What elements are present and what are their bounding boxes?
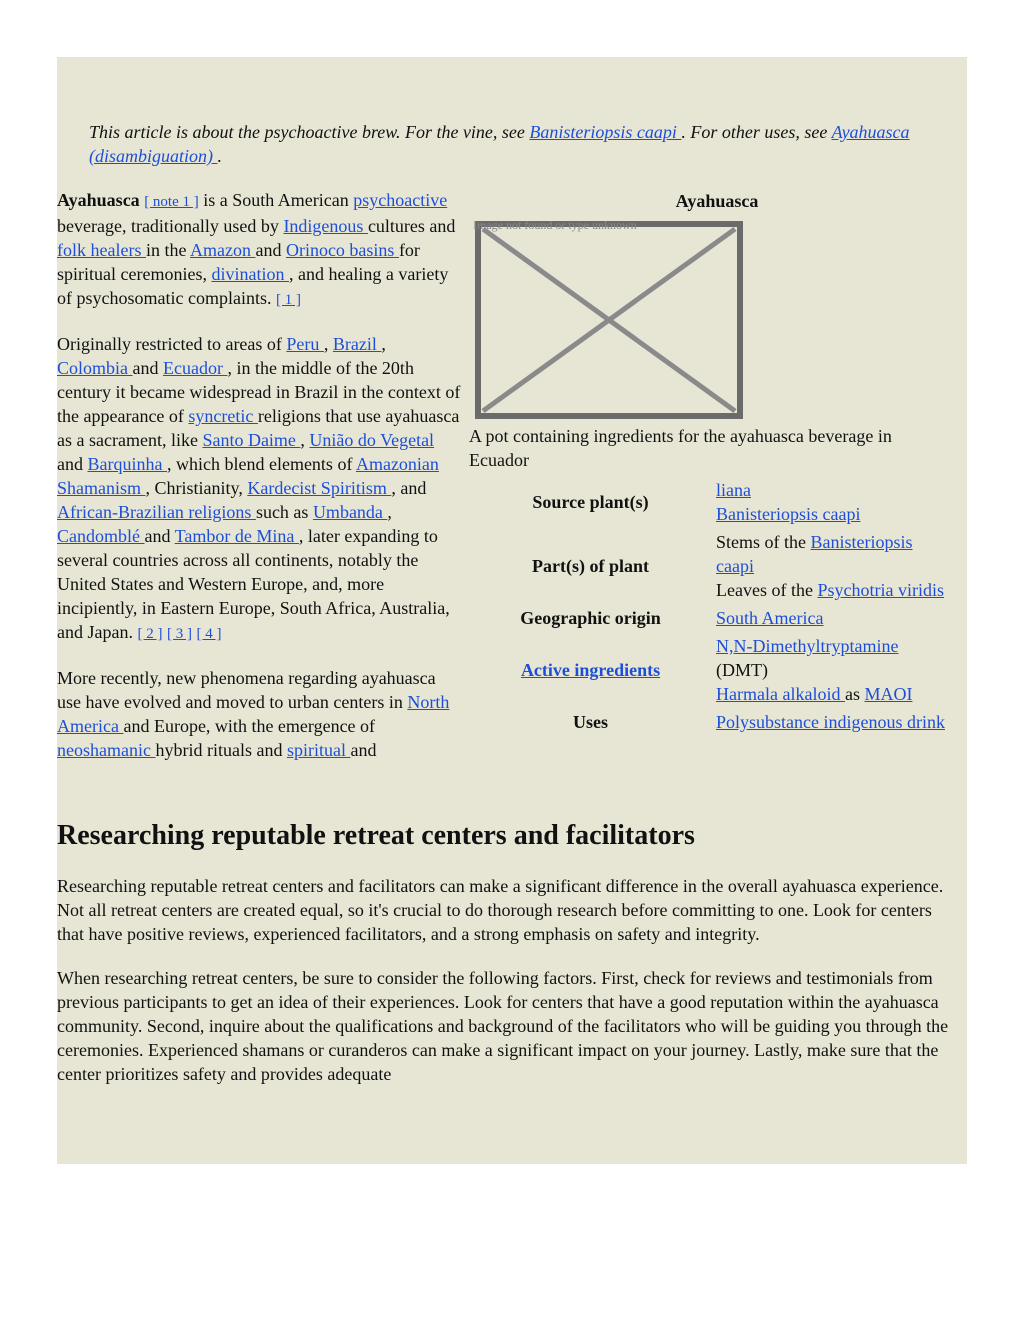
link-liana[interactable]: liana xyxy=(716,480,752,500)
link-colombia[interactable]: Colombia xyxy=(57,358,133,378)
article-content xyxy=(57,57,967,1086)
text: , which blend elements of xyxy=(166,454,356,474)
link-candomble[interactable]: Candomblé xyxy=(57,526,145,546)
text: Stems of the xyxy=(716,532,811,552)
link-barquinha[interactable]: Barquinha xyxy=(87,454,167,474)
citation-2[interactable]: [ 2 ] xyxy=(137,626,163,642)
infobox-table xyxy=(469,476,949,736)
text: beverage, traditionally used by xyxy=(57,216,284,236)
link-dmt[interactable]: N,N-Dimethyltryptamine xyxy=(716,636,899,656)
section-heading: Researching reputable retreat centers and facilitators xyxy=(57,820,695,851)
citation-1[interactable]: [ 1 ] xyxy=(275,292,301,308)
link-uniao-do-vegetal[interactable]: União do Vegetal xyxy=(309,430,435,450)
link-harmala-alkaloid[interactable]: Harmala alkaloid xyxy=(716,684,845,704)
link-orinoco-basins[interactable]: Orinoco basins xyxy=(285,240,399,260)
link-kardecist-spiritism[interactable]: Kardecist Spiritism xyxy=(247,478,392,498)
hatnote-text: This article is about the psychoactive brew. For the vine, see xyxy=(89,122,530,142)
section-body xyxy=(57,874,967,1086)
text: hybrid rituals and xyxy=(155,740,287,760)
text: for spiritual ceremonies, xyxy=(57,240,420,284)
text: and xyxy=(57,454,88,474)
text: as xyxy=(844,684,865,704)
text: Leaves of the xyxy=(716,580,818,600)
text: , and healing a variety of psychosomatic complaints. xyxy=(57,264,449,308)
link-polysubstance-indigenous-drink[interactable]: Polysubstance indigenous drink xyxy=(716,712,946,732)
image-alt-text: Image not found or type unknown xyxy=(473,218,637,232)
link-amazon[interactable]: Amazon xyxy=(189,240,256,260)
link-indigenous[interactable]: Indigenous xyxy=(283,216,368,236)
link-banisteriopsis-caapi-source[interactable]: Banisteriopsis caapi xyxy=(716,504,861,524)
citation-4[interactable]: [ 4 ] xyxy=(196,626,222,642)
text: , and xyxy=(391,478,427,498)
text: and xyxy=(255,240,286,260)
link-amazonian-shamanism[interactable]: Amazonian Shamanism xyxy=(57,454,439,498)
link-ecuador[interactable]: Ecuador xyxy=(163,358,228,378)
text: , xyxy=(300,430,310,450)
text: and xyxy=(350,740,377,760)
link-banisteriopsis-caapi[interactable]: Banisteriopsis caapi xyxy=(529,122,682,142)
article-term: Ayahuasca xyxy=(57,190,140,210)
text: and xyxy=(144,526,175,546)
intro-paragraph-2 xyxy=(57,332,461,646)
document-page xyxy=(57,57,967,1164)
text: cultures and xyxy=(367,216,456,236)
link-peru[interactable]: Peru xyxy=(286,334,324,354)
row-label-link xyxy=(469,632,712,708)
text: in the xyxy=(145,240,190,260)
text: , later expanding to several countries across all continents, notably the United States and Western Europe, and, more incipiently, in Eastern Europe, South Africa, Australia, and Japan. xyxy=(57,526,450,642)
intro-paragraph-3 xyxy=(57,666,461,762)
link-syncretic[interactable]: syncretic xyxy=(188,406,258,426)
infobox-row-uses xyxy=(469,708,949,736)
intro-text xyxy=(57,188,461,782)
section-paragraph-1: Researching reputable retreat centers and facilitators can make a significant difference in the overall ayahuasca experience. Not all retreat centers are created equal, so it's crucial to do thorough research before committing to one. Look for centers that have positive reviews, experienced facilitators, and a strong emphasis on safety and integrity. xyxy=(57,876,944,944)
link-ayahuasca-disambiguation[interactable]: Ayahuasca (disambiguation) xyxy=(89,122,910,166)
citation-3[interactable]: [ 3 ] xyxy=(166,626,192,642)
text: religions that use ayahuasca as a sacrament, like xyxy=(57,406,460,450)
infobox-row-source xyxy=(469,476,949,528)
infobox-row-origin xyxy=(469,604,949,632)
row-label: Source plant(s) xyxy=(532,492,649,512)
link-santo-daime[interactable]: Santo Daime xyxy=(202,430,301,450)
infobox-title-text: Ayahuasca xyxy=(675,191,759,211)
link-divination[interactable]: divination xyxy=(211,264,289,284)
citation-note-1[interactable]: [ note 1 ] xyxy=(144,194,199,210)
link-maoi[interactable]: MAOI xyxy=(864,684,913,704)
infobox-caption: A pot containing ingredients for the ayahuasca beverage in Ecuador xyxy=(469,426,892,470)
broken-image-icon xyxy=(473,219,747,422)
hatnote xyxy=(89,120,939,168)
section-paragraph-2: When researching retreat centers, be sure to consider the following factors. First, check for reviews and testimonials from previous participants to get an idea of their experiences. Look for centers that have a good reputation within the ayahuasca community. Second, inquire about the qualifications and background of the facilitators who will be guiding you through the ceremonies. Experienced shamans or curanderos can make a significant impact on your journey. Lastly, make sure that the center prioritizes safety and provides adequate xyxy=(57,968,949,1084)
link-spiritual[interactable]: spiritual xyxy=(286,740,351,760)
intro-paragraph-1 xyxy=(57,188,461,312)
infobox-row-active xyxy=(469,632,949,708)
hatnote-text: . xyxy=(217,146,222,166)
text: such as xyxy=(255,502,313,522)
text: More recently, new phenomena regarding ayahuasca use have evolved and moved to urban centers in xyxy=(57,668,436,712)
row-value xyxy=(712,604,949,632)
text: , in the middle of the 20th century it became widespread in Brazil in the context of the appearance of xyxy=(57,358,461,426)
row-label: Part(s) of plant xyxy=(532,556,649,576)
link-psychotria-viridis[interactable]: Psychotria viridis xyxy=(817,580,944,600)
link-umbanda[interactable]: Umbanda xyxy=(312,502,388,522)
text: and Europe, with the emergence of xyxy=(123,716,376,736)
infobox-title xyxy=(469,189,965,213)
row-label: Geographic origin xyxy=(520,608,661,628)
link-north-america[interactable]: North America xyxy=(57,692,450,736)
infobox-image-placeholder xyxy=(473,219,747,422)
link-tambor-de-mina[interactable]: Tambor de Mina xyxy=(174,526,299,546)
row-value xyxy=(712,632,949,708)
infobox xyxy=(469,188,959,782)
link-south-america[interactable]: South America xyxy=(716,608,824,628)
link-banisteriopsis-caapi-stems[interactable]: Banisteriopsis caapi xyxy=(716,532,913,576)
text: , Christianity, xyxy=(145,478,248,498)
text: , xyxy=(323,334,333,354)
text: (DMT) xyxy=(716,660,769,680)
link-psychoactive[interactable]: psychoactive xyxy=(353,190,448,210)
row-value xyxy=(712,528,949,604)
row-label: Uses xyxy=(573,712,609,732)
text: is a South American xyxy=(198,190,354,210)
row-value xyxy=(712,708,949,736)
link-brazil[interactable]: Brazil xyxy=(332,334,382,354)
text: , xyxy=(381,334,386,354)
link-folk-healers[interactable]: folk healers xyxy=(57,240,146,260)
link-neoshamanic[interactable]: neoshamanic xyxy=(57,740,156,760)
link-african-brazilian-religions[interactable]: African-Brazilian religions xyxy=(57,502,256,522)
text: , xyxy=(387,502,392,522)
text: and xyxy=(132,358,163,378)
link-active-ingredients[interactable]: Active ingredients xyxy=(520,660,661,680)
hatnote-text: . For other uses, see xyxy=(681,122,832,142)
infobox-row-parts xyxy=(469,528,949,604)
text: Originally restricted to areas of xyxy=(57,334,287,354)
intro-columns xyxy=(57,188,967,782)
row-value xyxy=(712,476,949,528)
